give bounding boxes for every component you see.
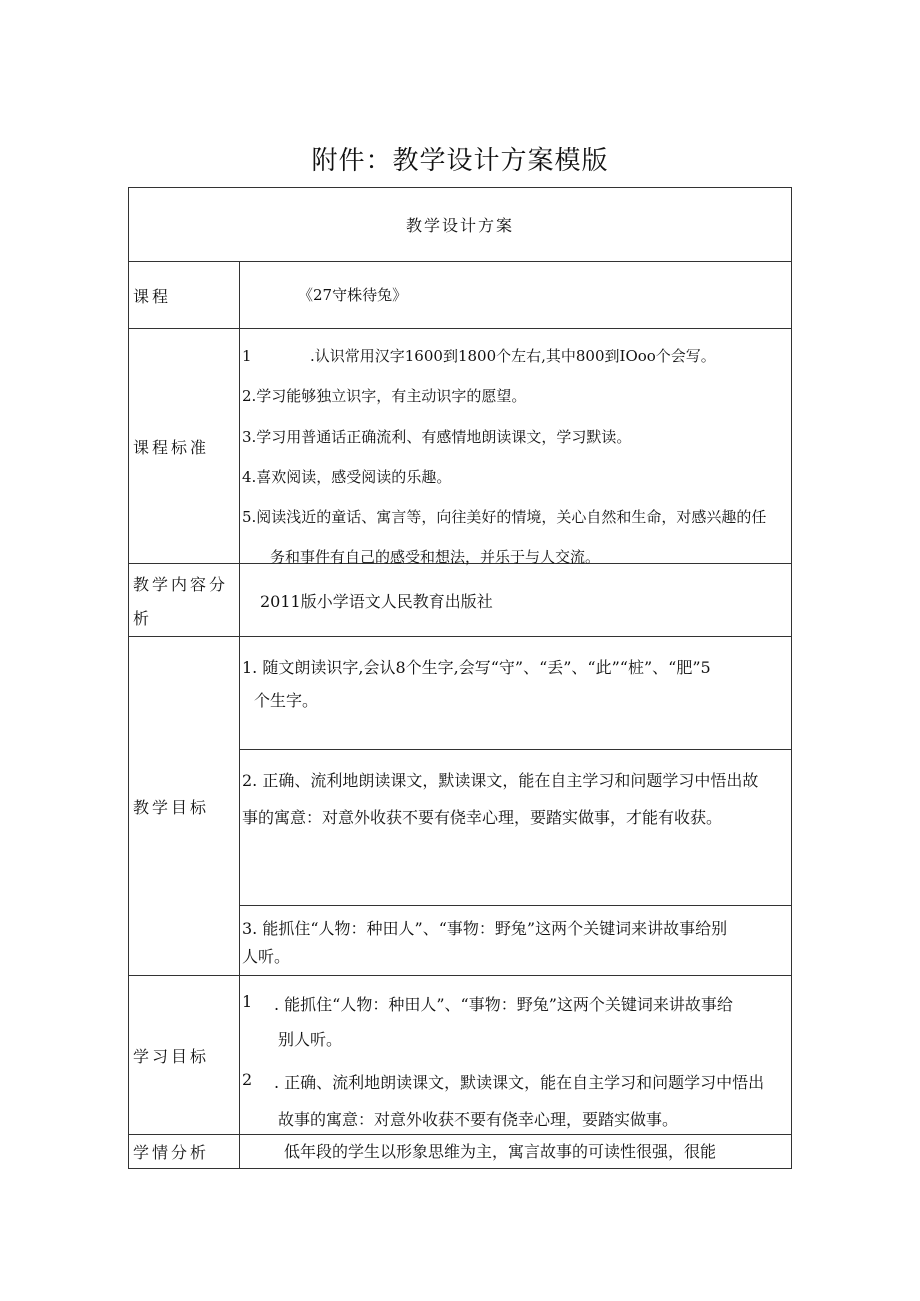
teaching-goal-1-line1: 1. 随文朗读识字,会认8个生字,会写“守”、“丢”、“此”“桩”、“肥”5 [242,658,711,677]
content-analysis-row [129,564,792,637]
standards-row [129,329,792,564]
learning-goal-line: . 正确、流利地朗读课文，默读课文，能在自主学习和问题学习中悟出 [274,1073,765,1092]
document-title: 附件：教学设计方案模版 [311,146,609,176]
course-row [129,262,792,329]
teaching-goal-2-line1: 2. 正确、流利地朗读课文，默读课文，能在自主学习和问题学习中悟出故 [242,771,759,790]
learning-goals-list [240,976,792,1135]
learning-goal-num: 1 [242,992,253,1011]
learner-analysis-label: 学情分析 [129,1135,240,1169]
learning-goal-num: 2 [242,1070,253,1089]
standards-list [240,329,792,564]
teaching-goal-row-1 [129,637,792,750]
standard-item: 3.学习用普通话正确流利、有感情地朗读课文，学习默读。 [242,428,632,446]
teaching-goal-2-line2: 事的寓意：对意外收获不要有侥幸心理，要踏实做事，才能有收获。 [242,808,723,827]
standard-item: 4.喜欢阅读，感受阅读的乐趣。 [242,468,452,486]
learning-goals-row [129,976,792,1135]
standard-item-num: 1 [242,347,252,365]
learning-goals-label: 学习目标 [129,976,240,1135]
standard-item: 5.阅读浅近的童话、寓言等，向往美好的情境，关心自然和生命，对感兴趣的任 [242,508,767,526]
learner-analysis-value: 低年段的学生以形象思维为主，寓言故事的可读性很强，很能 [240,1135,792,1169]
course-label: 课程 [129,262,240,329]
standard-item: 2.学习能够独立识字，有主动识字的愿望。 [242,387,527,405]
course-value: 《27守株待兔》 [240,262,792,329]
lesson-plan-table [128,187,792,1169]
learning-goal-line: . 能抓住“人物：种田人”、“事物：野兔”这两个关键词来讲故事给 [274,995,733,1014]
learner-analysis-row [129,1135,792,1169]
teaching-goals-label: 教学目标 [129,637,240,976]
content-analysis-label [129,564,240,637]
teaching-goal-3-line1: 3. 能抓住“人物：种田人”、“事物：野兔”这两个关键词来讲故事给别 [242,919,728,938]
table-header-row [129,188,792,262]
standards-label: 课程标准 [129,329,240,564]
standard-item: .认识常用汉字1600到1800个左右,其中800到IOoo个会写。 [310,347,716,365]
learning-goal-line: 别人听。 [278,1030,343,1049]
content-analysis-label-line2: 析 [133,609,153,628]
teaching-goal-1 [240,637,792,750]
table-header: 教学设计方案 [129,188,792,262]
teaching-goal-3 [240,906,792,976]
teaching-goal-3-line2: 人听。 [242,947,291,966]
content-analysis-label-line1: 教学内容分 [133,575,229,594]
standard-item-continuation: 务和事件有自己的感受和想法，并乐于与人交流。 [270,548,601,566]
learning-goal-line: 故事的寓意：对意外收获不要有侥幸心理，要踏实做事。 [278,1110,679,1129]
content-analysis-value: 2011版小学语文人民教育出版社 [240,564,792,637]
teaching-goal-1-line2: 个生字。 [254,691,319,710]
teaching-goal-2 [240,750,792,906]
